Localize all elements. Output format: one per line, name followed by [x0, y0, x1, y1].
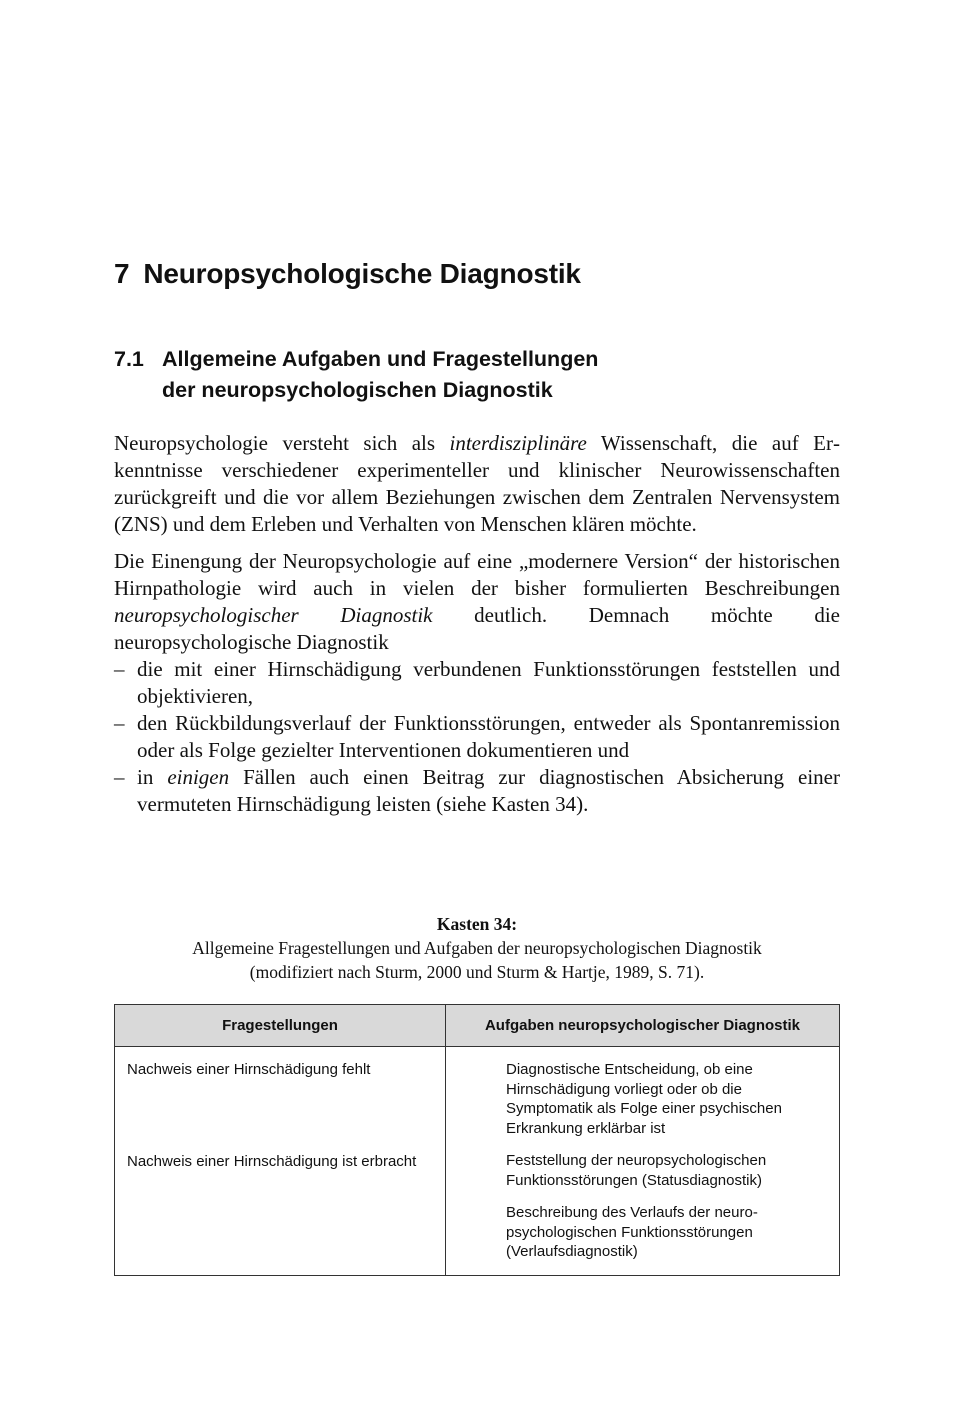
paragraph-1-emphasis: interdisziplinäre	[449, 431, 587, 455]
list-item	[114, 710, 840, 764]
table-row	[115, 1047, 840, 1276]
kasten-caption	[114, 912, 840, 984]
section-heading	[114, 344, 598, 406]
cell-text: Nachweis einer Hirnschädigung ist erbracht	[127, 1153, 417, 1170]
paragraph-1-text-b: Wissenschaft, die auf Erkenntnisse verschiedener experimenteller und klinischer Neurowissenschaften zurückgreift und die vor allem Beziehungen zwischen dem Zentralen Nervensystem (ZNS) und dem Erleben und Verhalten von Menschen klären möchte.	[114, 431, 840, 536]
section-number: 7.1	[114, 347, 144, 371]
section-title-line1: Allgemeine Aufgaben und Fragestellungen	[162, 347, 599, 371]
paragraph-1-text-a: Neuropsychologie versteht sich als	[114, 431, 450, 455]
list-item-text-a: in	[137, 765, 168, 789]
chapter-number: 7	[114, 258, 130, 289]
cell-text: Feststellung der neuropsychologischen Funktionsstörungen (Statusdiagnostik)	[506, 1152, 767, 1189]
kasten-caption-line1: Allgemeine Fragestellungen und Aufgaben der neuropsychologischen Diagnostik	[192, 938, 762, 958]
kasten-title: Kasten 34:	[436, 914, 518, 934]
body-text	[114, 430, 840, 818]
paragraph-2-text-a: Die Einengung der Neuropsychologie auf eine „modernere Version“ der historischen Hirnpathologie wird auch in vielen der bisher formulierten Beschreibungen	[114, 549, 840, 600]
table-cell-aufgaben	[446, 1047, 840, 1276]
paragraph-2-emphasis: neuropsychologischer Diagnostik	[114, 603, 433, 627]
paragraph-2-text-b: deutlich. Demnach möchte die neuropsychologische Diagnostik	[114, 603, 840, 654]
list-item-text: den Rückbildungsverlauf der Funktionsstörungen, entweder als Spontanremission oder als Folge gezielter Interventionen dokumentieren und	[137, 711, 840, 762]
paragraph-2	[114, 548, 840, 656]
dash-marker: –	[114, 765, 125, 789]
list-item-text: die mit einer Hirnschädigung verbundenen Funktionsstörungen feststellen und objektivieren,	[137, 657, 840, 708]
cell-text: Diagnostische Entscheidung, ob eine Hirnschädigung vorliegt oder ob die Symptomatik als Folge einer psychischen Erkrankung erklärbar ist	[506, 1061, 782, 1137]
table-cell-fragestellungen	[115, 1047, 446, 1276]
column-header-aufgaben: Aufgaben neuropsychologischer Diagnostik	[446, 1005, 840, 1047]
section-title-line2: der neuropsychologischen Diagnostik	[162, 378, 553, 402]
table-header-row	[115, 1005, 840, 1047]
paragraph-1	[114, 430, 840, 538]
dash-list	[114, 656, 840, 818]
kasten-table	[114, 1004, 840, 1276]
column-header-fragestellungen: Fragestellungen	[115, 1005, 446, 1047]
kasten-caption-line2: (modifiziert nach Sturm, 2000 und Sturm & Hartje, 1989, S. 71).	[249, 962, 705, 982]
chapter-heading	[114, 258, 581, 290]
dash-marker: –	[114, 657, 125, 681]
list-item	[114, 656, 840, 710]
list-item	[114, 764, 840, 818]
cell-text: Nachweis einer Hirnschädigung fehlt	[127, 1061, 371, 1078]
list-item-text-b: Fällen auch einen Beitrag zur diagnostischen Absicherung einer vermuteten Hirnschädigung leisten (siehe Kasten 34).	[137, 765, 840, 816]
list-item-emphasis: einigen	[167, 765, 230, 789]
chapter-title: Neuropsychologische Diagnostik	[143, 258, 581, 289]
dash-marker: –	[114, 711, 125, 735]
cell-text: Beschreibung des Verlaufs der neuropsychologischen Funktionsstörungen (Verlaufsdiagnostik)	[506, 1204, 758, 1260]
